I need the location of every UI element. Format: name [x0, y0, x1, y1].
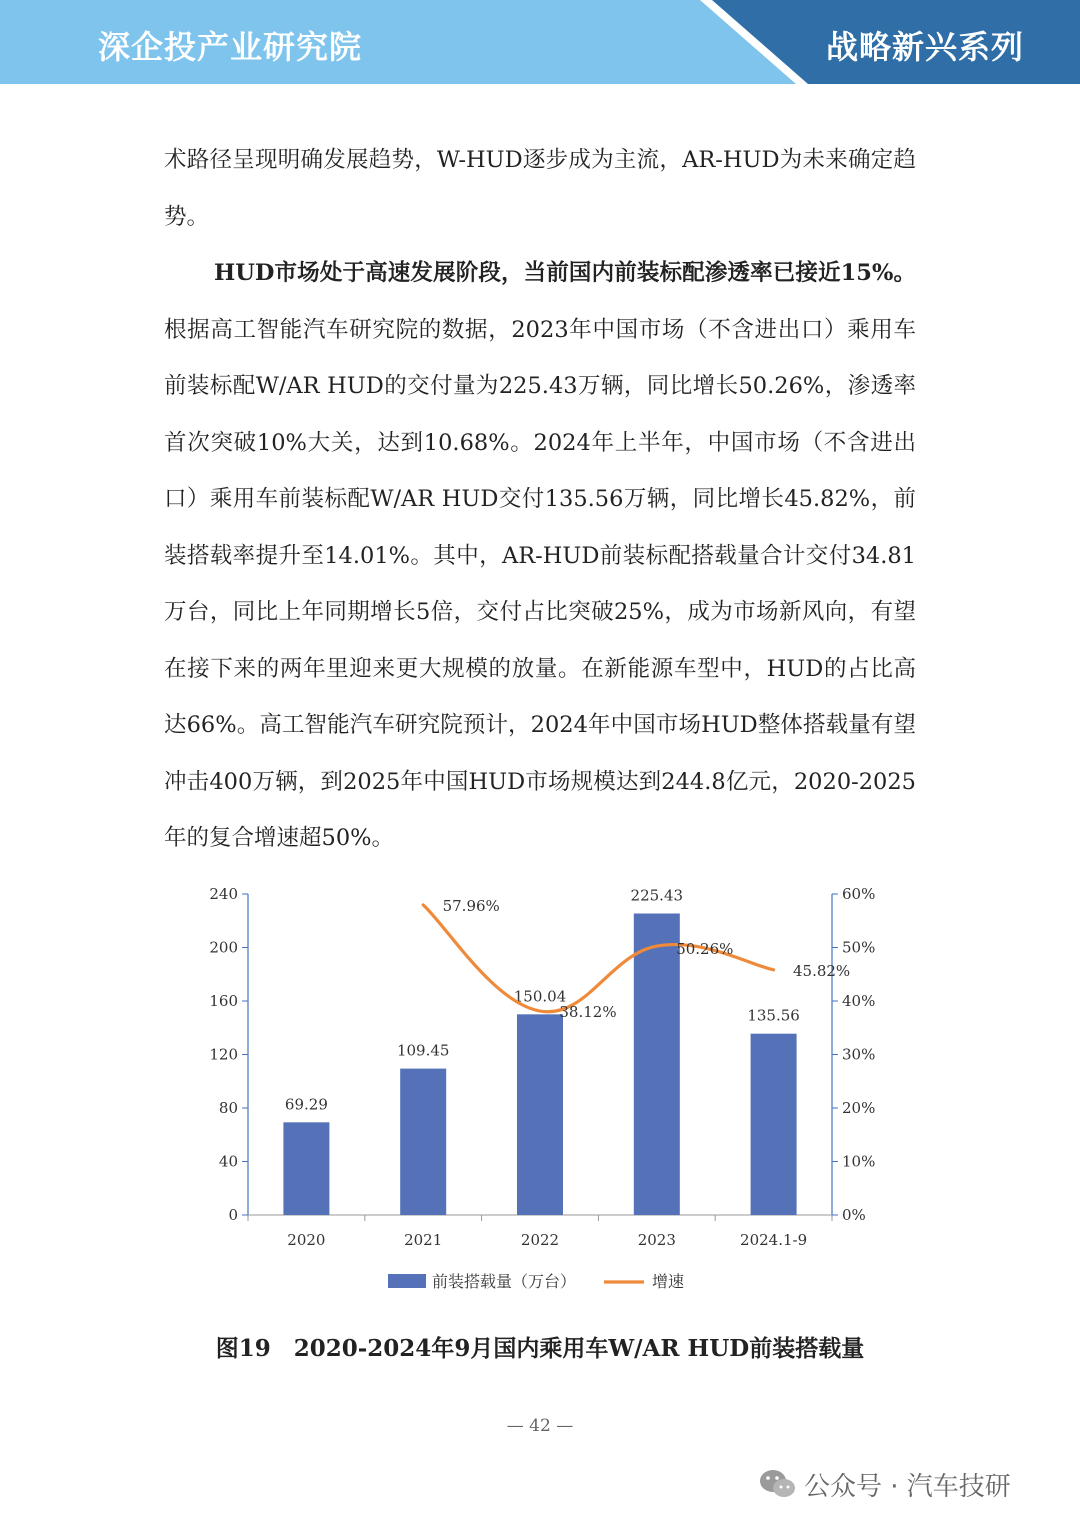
- paragraph-1: 术路径呈现明确发展趋势，W-HUD逐步成为主流，AR-HUD为未来确定趋势。: [164, 147, 916, 230]
- left-axis-tick-label: 160: [209, 992, 238, 1010]
- growth-point-label: 38.12%: [559, 1003, 617, 1022]
- right-axis-tick-label: 50%: [842, 938, 876, 957]
- left-axis-tick-label: 120: [209, 1045, 238, 1064]
- bar: [283, 1122, 329, 1215]
- growth-point-label: 57.96%: [442, 896, 500, 915]
- legend-bar-swatch: [388, 1274, 426, 1288]
- growth-line: [423, 905, 773, 1012]
- header-left-title: 深企投产业研究院: [98, 28, 363, 66]
- right-axis-tick-label: 60%: [842, 885, 876, 903]
- bar-value-label: 150.04: [513, 987, 567, 1006]
- paragraph-2-lead: HUD市场处于高速发展阶段，当前国内前装标配渗透率已接近15%。: [214, 260, 916, 286]
- bar: [517, 1014, 563, 1215]
- x-axis-tick-label: 2024.1-9: [740, 1231, 808, 1249]
- right-axis-tick-label: 10%: [842, 1152, 876, 1171]
- bar-value-label: 135.56: [747, 1006, 800, 1025]
- left-axis-tick-label: 0: [228, 1206, 238, 1224]
- x-axis-tick-label: 2021: [404, 1231, 443, 1249]
- left-axis-tick-label: 40: [218, 1152, 238, 1171]
- x-axis-tick-label: 2022: [520, 1231, 560, 1249]
- bar: [634, 913, 680, 1215]
- bar: [400, 1069, 446, 1215]
- page-header: [0, 0, 1080, 84]
- hud-chart-svg: [160, 872, 920, 1312]
- growth-point-label: 45.82%: [792, 961, 851, 980]
- header-right-title: 战略新兴系列: [826, 28, 1025, 66]
- bar-value-label: 225.43: [630, 886, 684, 905]
- x-axis-tick-label: 2020: [287, 1231, 326, 1249]
- growth-point-label: 50.26%: [676, 940, 734, 959]
- wechat-icon: [758, 1467, 798, 1501]
- legend-line-label: 增速: [652, 1272, 685, 1291]
- bar-value-label: 109.45: [396, 1041, 450, 1060]
- page-number: — 42 —: [506, 1416, 574, 1436]
- left-axis-tick-label: 80: [218, 1099, 238, 1117]
- figure-caption: 图19 2020-2024年9月国内乘用车W/AR HUD前装搭载量: [215, 1335, 865, 1362]
- watermark-text: 公众号 · 汽车技研: [804, 1471, 1011, 1502]
- watermark: [758, 1464, 1011, 1504]
- right-axis-tick-label: 0%: [842, 1206, 866, 1224]
- bar: [751, 1034, 797, 1215]
- bar-value-label: 69.29: [284, 1095, 328, 1114]
- left-axis-tick-label: 200: [209, 938, 238, 957]
- legend-bar-label: 前装搭载量（万台）: [432, 1272, 577, 1291]
- body-text: [164, 132, 916, 867]
- paragraph-2: [164, 245, 916, 867]
- right-axis-tick-label: 30%: [842, 1045, 876, 1064]
- right-axis-tick-label: 20%: [842, 1099, 876, 1117]
- x-axis-tick-label: 2023: [637, 1231, 676, 1249]
- left-axis-tick-label: 240: [209, 885, 238, 903]
- right-axis-tick-label: 40%: [842, 992, 876, 1010]
- paragraph-2-body: 根据高工智能汽车研究院的数据，2023年中国市场（不含进出口）乘用车前装标配W/AR HUD的交付量为225.43万辆，同比增长50.26%，渗透率首次突破10%大关，达到10.68%。2024年上半年，中国市场（不含进出口）乘用车前装标配W/AR HUD交付135.56万辆，同比增长45.82%，前装搭载率提升至14.01%。其中，AR-HUD前装标配搭载量合计交付34.81万台，同比上年同期增长5倍，交付占比突破25%，成为市场新风向，有望在接下来的两年里迎来更大规模的放量。在新能源车型中，HUD的占比高达66%。高工智能汽车研究院预计，2024年中国市场HUD整体搭载量有望冲击400万辆，到2025年中国HUD市场规模达到244.8亿元，2020-2025年的复合增速超50%。: [164, 316, 916, 851]
- hud-chart: [160, 872, 920, 1312]
